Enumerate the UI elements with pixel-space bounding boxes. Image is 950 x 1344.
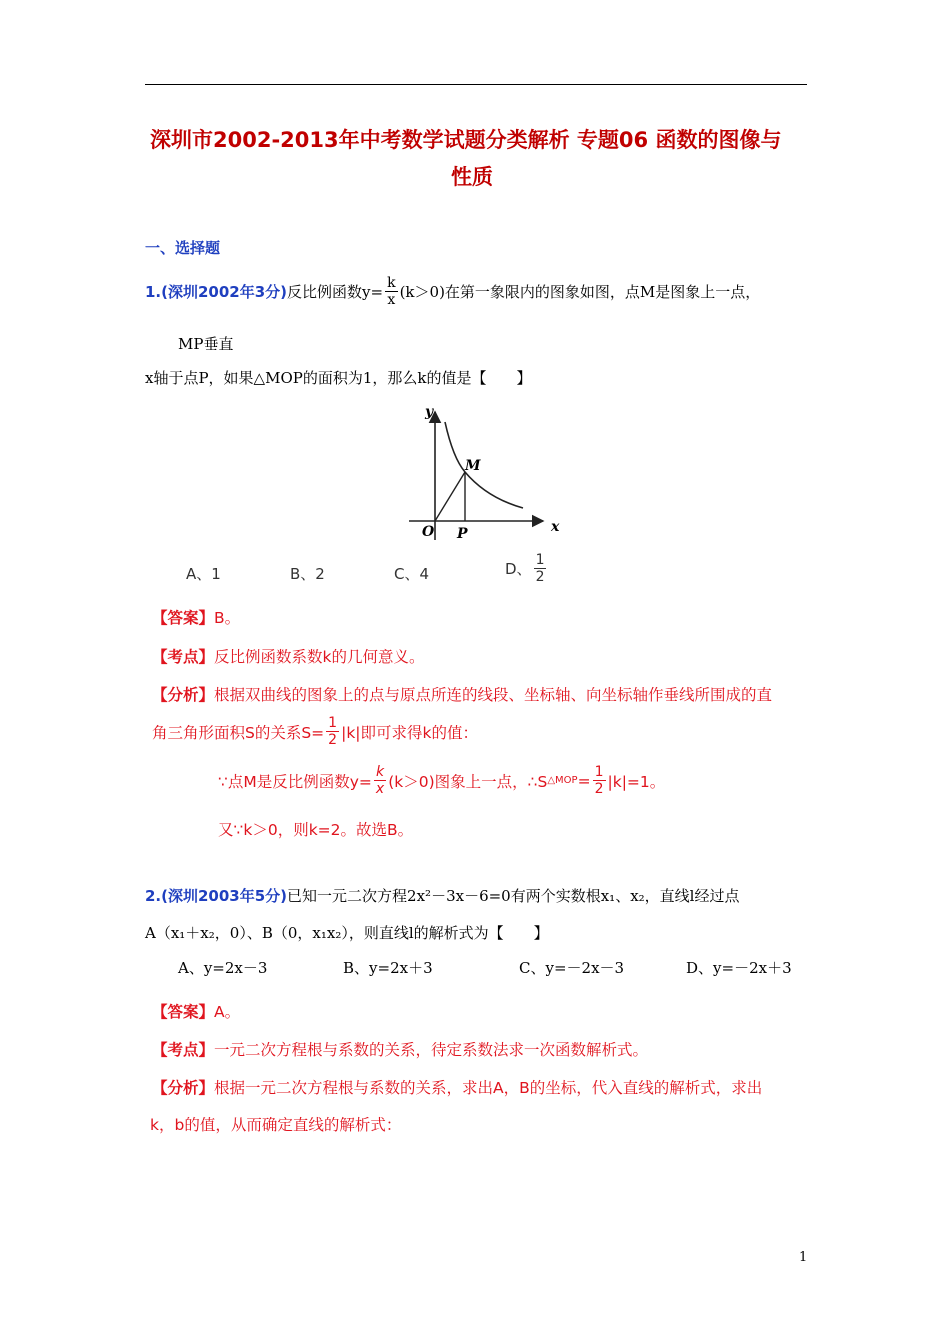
q2-stem-line2: A（x₁＋x₂，0）、B（0，x₁x₂），则直线l的解析式为【 】 — [145, 924, 549, 942]
q2-point-text: 一元二次方程根与系数的关系，待定系数法求一次函数解析式。 — [214, 1041, 649, 1059]
q1-step1-den: x — [375, 781, 385, 797]
label-y: y — [425, 404, 434, 420]
q2-option-a: A、y=2x－3 — [178, 959, 268, 977]
q1-step2: 又∵k＞0，则k=2。故选B。 — [218, 821, 414, 839]
q1-analysis-frac-den: 2 — [328, 732, 338, 748]
q1-option-d — [505, 553, 548, 584]
q1-option-d-label: D、 — [505, 560, 532, 578]
q1-fraction — [385, 276, 397, 307]
hyperbola-curve — [445, 422, 523, 508]
q2-number: 2.(深圳2003年5分) — [145, 887, 288, 905]
q2-answer-value: A。 — [214, 1003, 241, 1021]
q1-option-d-num: 1 — [535, 552, 545, 568]
q2-point — [152, 1038, 648, 1060]
q1-step1-sub: △MOP — [547, 775, 578, 786]
q1-step1-fden: 2 — [594, 781, 604, 797]
q1-condition: (k＞0) — [399, 283, 445, 301]
q1-answer — [152, 606, 240, 628]
q1-text-b: 在第一象限内的图象如图，点M是图象上一点， — [444, 283, 761, 301]
q2-point-tag: 【考点】 — [152, 1041, 215, 1059]
q1-text-a: 反比例函数y= — [287, 283, 384, 301]
page-title-line2: 性质 — [451, 165, 493, 189]
page-number: 1 — [799, 1250, 808, 1265]
q1-step1-c: = — [577, 771, 591, 790]
q1-step1-fraction — [374, 765, 386, 796]
q1-analysis-frac-num: 1 — [328, 715, 338, 731]
q1-step1-b: (k＞0)图象上一点，∴S — [388, 772, 548, 791]
q1-analysis-line2 — [152, 716, 478, 747]
q1-option-d-den: 2 — [535, 569, 545, 585]
q1-point-tag: 【考点】 — [152, 648, 215, 666]
q1-analysis-tag: 【分析】 — [152, 686, 215, 704]
q2-option-b: B、y=2x＋3 — [343, 959, 433, 977]
q2-analysis-text1: 根据一元二次方程根与系数的关系，求出A，B的坐标，代入直线的解析式，求出 — [214, 1079, 763, 1097]
q1-stem-line1 — [145, 276, 760, 307]
q1-answer-value: B。 — [214, 609, 241, 627]
q1-step1-fnum: 1 — [594, 764, 604, 780]
header-rule — [145, 84, 807, 85]
q1-number: 1.(深圳2002年3分) — [145, 283, 288, 301]
q1-step1-num: k — [376, 764, 385, 780]
q1-hyperbola-figure — [395, 398, 565, 548]
q1-stem-line3: x轴于点P，如果△MOP的面积为1，那么k的值是【 】 — [145, 369, 532, 387]
q1-point — [152, 645, 425, 667]
page-title-line1: 深圳市2002-2013年中考数学试题分类解析 专题06 函数的图像与 — [150, 128, 782, 152]
section-heading: 一、选择题 — [145, 239, 221, 257]
q2-text-line1: 已知一元二次方程2x²－3x－6=0有两个实数根x₁、x₂，直线l经过点 — [287, 887, 740, 905]
q2-analysis-line2: k，b的值，从而确定直线的解析式： — [150, 1116, 402, 1134]
q2-answer-tag: 【答案】 — [152, 1003, 215, 1021]
q1-frac-den: x — [387, 292, 396, 308]
q1-step1-d: |k|=1。 — [607, 772, 666, 791]
q1-analysis-line1 — [152, 683, 772, 705]
q1-option-d-fraction — [534, 553, 547, 584]
q2-analysis-line1 — [152, 1076, 762, 1098]
q1-step1-a: ∵点M是反比例函数y= — [218, 772, 372, 791]
label-m: M — [465, 458, 481, 474]
q1-option-c: C、4 — [394, 565, 430, 583]
q2-option-c: C、y=－2x－3 — [519, 959, 625, 977]
label-x: x — [551, 519, 560, 535]
q1-step1 — [218, 765, 665, 796]
label-p: P — [457, 526, 468, 542]
q1-frac-num: k — [387, 275, 396, 291]
q1-answer-tag: 【答案】 — [152, 609, 215, 627]
q1-step1-fraction2 — [593, 765, 606, 796]
q2-stem-line1 — [145, 885, 739, 906]
q1-analysis-text2b: |k|即可求得k的值： — [341, 723, 478, 742]
label-o: O — [422, 524, 435, 540]
q1-option-a: A、1 — [186, 565, 221, 583]
q1-point-text: 反比例函数系数k的几何意义。 — [214, 648, 425, 666]
q2-analysis-tag: 【分析】 — [152, 1079, 215, 1097]
q1-stem-line2: MP垂直 — [178, 335, 234, 353]
q1-analysis-text2a: 角三角形面积S的关系S= — [152, 723, 325, 742]
q1-analysis-fraction — [326, 716, 339, 747]
q1-analysis-text1: 根据双曲线的图象上的点与原点所连的线段、坐标轴、向坐标轴作垂线所围成的直 — [214, 686, 773, 704]
q2-option-d: D、y=－2x＋3 — [686, 959, 792, 977]
q1-option-b: B、2 — [290, 565, 325, 583]
q2-answer — [152, 1000, 240, 1022]
segment-om — [435, 472, 465, 521]
